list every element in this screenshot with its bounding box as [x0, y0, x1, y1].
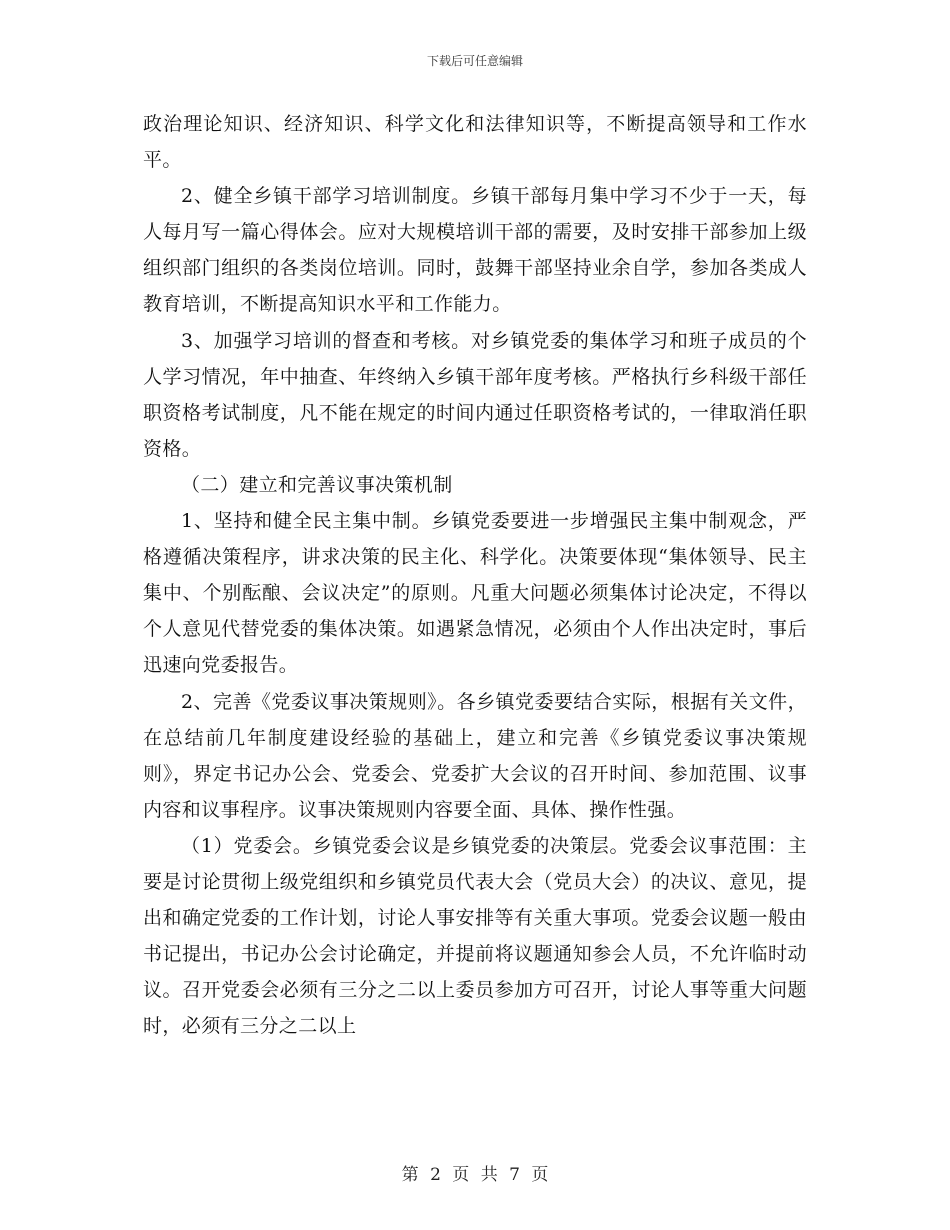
paragraph: 政治理论知识、经济知识、科学文化和法律知识等，不断提高领导和工作水平。 [143, 113, 807, 172]
paragraph: 2、健全乡镇干部学习培训制度。乡镇干部每月集中学习不少于一天，每人每月写一篇心得体会。应对大规模培训干部的需要，及时安排干部参加上级组织部门组织的各类岗位培训。同时，鼓舞干部坚持业余自学，参加各类成人教育培训，不断提高知识水平和工作能力。 [143, 185, 807, 316]
document-body [143, 106, 807, 1044]
section-heading: （二）建立和完善议事决策机制 [181, 473, 453, 496]
paragraph: 3、加强学习培训的督查和考核。对乡镇党委的集体学习和班子成员的个人学习情况，年中抽查、年终纳入乡镇干部年度考核。严格执行乡科级干部任职资格考试制度，凡不能在规定的时间内通过任职资格考试的，一律取消任职资格。 [143, 329, 807, 460]
paragraph: （1）党委会。乡镇党委会议是乡镇党委的决策层。党委会议事范围：主要是讨论贯彻上级党组织和乡镇党员代表大会（党员大会）的决议、意见，提出和确定党委的工作计划，讨论人事安排等有关重大事项。党委会议题一般由书记提出，书记办公会讨论确定，并提前将议题通知参会人员，不允许临时动议。召开党委会必须有三分之二以上委员参加方可召开，讨论人事等重大问题时，必须有三分之二以上 [143, 834, 807, 1038]
page-number: 第 2 页 共 7 页 [401, 1165, 549, 1185]
paragraph: 2、完善《党委议事决策规则》。各乡镇党委要结合实际，根据有关文件，在总结前几年制度建设经验的基础上，建立和完善《乡镇党委议事决策规则》，界定书记办公会、党委会、党委扩大会议的召开时间、参加范围、议事内容和议事程序。议事决策规则内容要全面、具体、操作性强。 [143, 690, 807, 821]
paragraph: 1、坚持和健全民主集中制。乡镇党委要进一步增强民主集中制观念，严格遵循决策程序，讲求决策的民主化、科学化。决策要体现“集体领导、民主集中、个别酝酿、会议决定”的原则。凡重大问题必须集体讨论决定，不得以个人意见代替党委的集体决策。如遇紧急情况，必须由个人作出决定时，事后迅速向党委报告。 [143, 510, 807, 677]
page-header: 下载后可任意编辑 [426, 54, 523, 68]
